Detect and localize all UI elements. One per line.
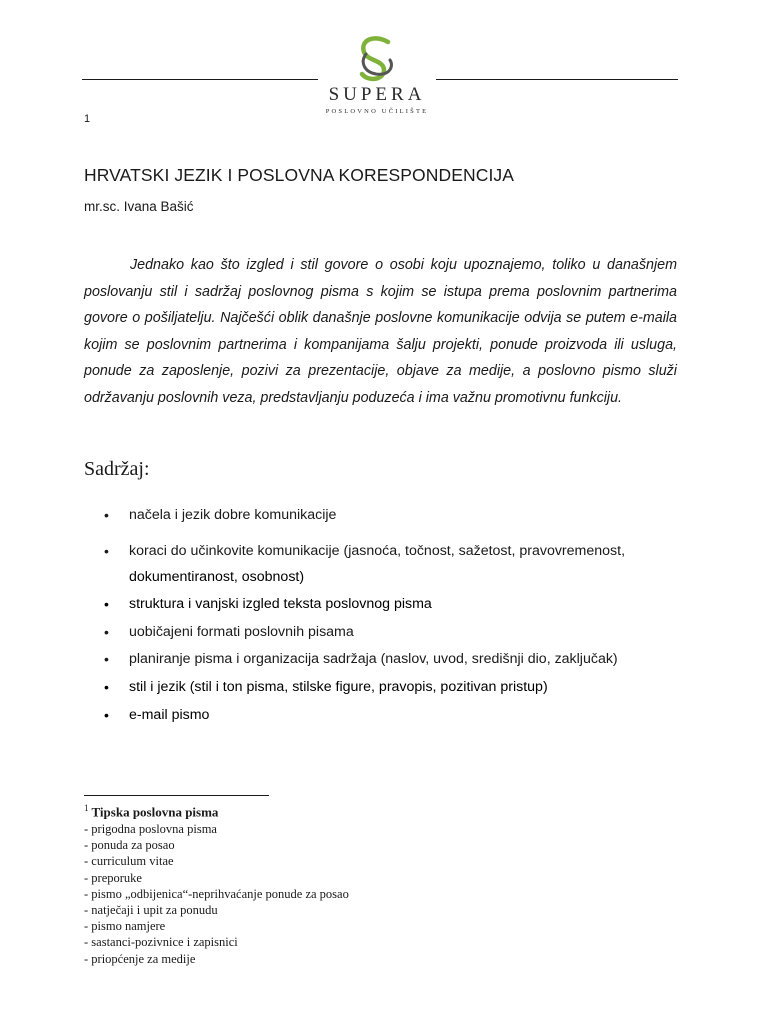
footnote-item: - sastanci-pozivnice i zapisnici xyxy=(84,935,238,950)
list-item: • stil i jezik (stil i ton pisma, stilske figure, pravopis, pozitivan pristup) xyxy=(84,674,677,700)
footnote-item: - priopćenje za medije xyxy=(84,951,196,966)
header-rule-right xyxy=(436,79,678,80)
bullet-icon: • xyxy=(104,596,109,612)
bullet-icon: • xyxy=(104,651,109,667)
document-author: mr.sc. Ivana Bašić xyxy=(84,199,194,214)
bullet-icon: • xyxy=(104,679,109,695)
brand-name: SUPERA xyxy=(328,84,426,105)
footnote-marker: 1 xyxy=(84,803,89,813)
footnote-title: $^1$ Tipska poslovna pisma xyxy=(84,803,219,820)
footnote-item: - curriculum vitae xyxy=(84,854,174,869)
list-item: • koraci do učinkovite komunikacije (jasnoća, točnost, sažetost, pravovremenost, xyxy=(84,538,677,564)
list-item: • uobičajeni formati poslovnih pisama xyxy=(84,619,677,645)
bullet-icon: • xyxy=(104,507,109,523)
list-item: • struktura i vanjski izgled teksta poslovnog pisma xyxy=(84,591,677,617)
footnote-item: - ponuda za posao xyxy=(84,838,175,853)
intro-sentence-2: Najčešći oblik današnje poslovne komunikacije odvija se putem e-maila kojim se poslovnim partnerima i kompanijama šalju projekti, ponude proizvoda ili usluga, ponude za zaposlenje, pozivi za prezentacije, objave za medije, a poslovno pismo služi održavanju poslovnih veza, predstavljanju poduzeća i ima važnu promotivnu funkciju. xyxy=(84,310,677,406)
intro-sentence-1: Jednako kao što izgled i stil govore o osobi koju upoznajemo, toliko u današnjem poslovanju stil i sadržaj poslovnog pisma s kojim se istupa prema poslovnim partnerima govore o pošiljatelju. xyxy=(84,257,677,326)
footnote-rule xyxy=(84,795,269,796)
bullet-icon: • xyxy=(104,707,109,723)
contents-heading: Sadržaj: xyxy=(84,458,150,480)
footnote-item: - pismo „odbijenica“-neprihvaćanje ponude za posao xyxy=(84,886,349,901)
document-title: HRVATSKI JEZIK I POSLOVNA KORESPONDENCIJA xyxy=(84,165,515,185)
list-item: • načela i jezik dobre komunikacije xyxy=(84,502,677,528)
footnote-item: - preporuke xyxy=(84,870,142,885)
page-number: 1 xyxy=(84,113,91,125)
list-item: • e-mail pismo xyxy=(84,702,677,728)
header-rule-left xyxy=(82,79,318,80)
bullet-icon: • xyxy=(104,624,109,640)
list-item-continuation: dokumentiranost, osobnost) xyxy=(129,569,305,585)
footnote-list xyxy=(84,821,349,967)
footnote-item: - pismo namjere xyxy=(84,919,166,934)
list-item: • planiranje pisma i organizacija sadržaja (naslov, uvod, središnji dio, zaključak) xyxy=(84,646,677,672)
intro-paragraph xyxy=(84,252,677,411)
footnote-item: - prigodna poslovna pisma xyxy=(84,822,217,836)
brand-subtitle: POSLOVNO UČILIŠTE xyxy=(325,108,429,115)
bullet-icon: • xyxy=(104,543,109,559)
footnote-item: - natječaji i upit za ponudu xyxy=(84,903,218,918)
